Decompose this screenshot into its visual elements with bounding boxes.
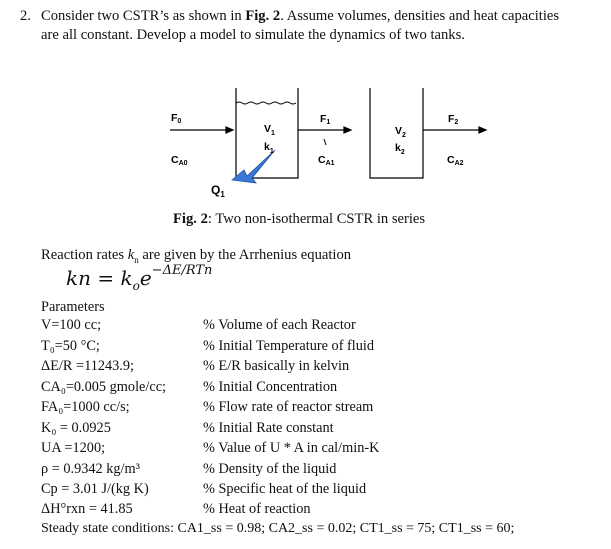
param-name: ρ = 0.9342 kg/m³	[41, 461, 140, 477]
question-line-1-b: . Assume volumes, densities and heat capacities	[280, 8, 560, 24]
param-comment: % Value of U * A in cal/min-K	[203, 440, 380, 456]
param-comment: % Density of the liquid	[203, 461, 337, 477]
param-name: FA₀=1000 cc/s;	[41, 399, 130, 415]
label-ca1: CA1	[318, 154, 335, 167]
param-name: UA =1200;	[41, 440, 106, 456]
param-comment: % Flow rate of reactor stream	[203, 399, 374, 415]
equation-exponent: −ΔE/RTn	[151, 263, 213, 279]
param-name: K₀ = 0.0925	[41, 420, 111, 436]
param-comment: % Specific heat of the liquid	[203, 481, 367, 497]
param-comment: % Heat of reaction	[203, 501, 311, 517]
label-f0: F0	[171, 112, 182, 125]
label-v1: $V_1$	[264, 123, 275, 137]
label-ca2: CA2	[447, 154, 464, 167]
param-comment: % Volume of each Reactor	[203, 317, 356, 333]
figure-caption	[173, 210, 425, 229]
figure-reference: Fig. 2	[245, 8, 281, 24]
label-k1: $k_1$	[264, 141, 274, 155]
reaction-intro-k: k	[127, 247, 135, 263]
steady-state-conditions: Steady state conditions: CA1_ss = 0.98; CA2_ss = 0.02; CT1_ss = 75; CT1_ss = 60;	[41, 521, 515, 536]
label-ca0: CA0	[171, 154, 188, 167]
reaction-intro-a: Reaction rates	[41, 247, 128, 263]
cstr-diagram	[0, 0, 611, 240]
label-f1: F1	[320, 113, 331, 126]
f1-tick-mark	[324, 139, 326, 145]
question-line-1-a: Consider two CSTR’s as shown in	[41, 8, 246, 24]
param-name: ΔE/R =11243.9;	[41, 358, 134, 374]
question-line-2: are all constant. Develop a model to simulate the dynamics of two tanks.	[41, 27, 465, 43]
parameters-heading: Parameters	[41, 299, 105, 315]
param-name: T₀=50 °C;	[41, 338, 100, 354]
label-v2: $V_2$	[395, 125, 406, 139]
caption-label: Fig. 2	[173, 211, 208, 227]
equation-k-sub: o	[132, 279, 140, 293]
label-k2: $k_2$	[395, 142, 405, 156]
param-name: V=100 cc;	[41, 317, 102, 333]
reaction-intro-n: n	[134, 254, 139, 265]
param-name: Cp = 3.01 J/(kg K)	[41, 481, 149, 497]
param-name: CA₀=0.005 gmole/cc;	[41, 379, 167, 395]
equation-lhs: kn = k	[66, 266, 133, 290]
param-comment: % Initial Rate constant	[203, 420, 334, 436]
arrhenius-equation	[66, 263, 213, 293]
caption-text: : Two non-isothermal CSTR in series	[207, 211, 426, 227]
tank-1-liquid-level	[236, 102, 296, 104]
f1-arrow-head	[344, 127, 351, 133]
reaction-intro-b: are given by the Arrhenius equation	[138, 247, 352, 263]
label-q1: $Q_1$	[211, 183, 225, 199]
question-number: 2.	[20, 8, 31, 24]
param-comment: % E/R basically in kelvin	[203, 358, 350, 374]
label-f2: F2	[448, 113, 459, 126]
equation-e: e	[139, 266, 152, 290]
param-comment: % Initial Concentration	[203, 379, 338, 395]
param-name: ΔH°rxn = 41.85	[41, 501, 133, 517]
f2-arrow-head	[479, 127, 486, 133]
param-comment: % Initial Temperature of fluid	[203, 338, 375, 354]
f0-arrow-head	[226, 127, 233, 133]
